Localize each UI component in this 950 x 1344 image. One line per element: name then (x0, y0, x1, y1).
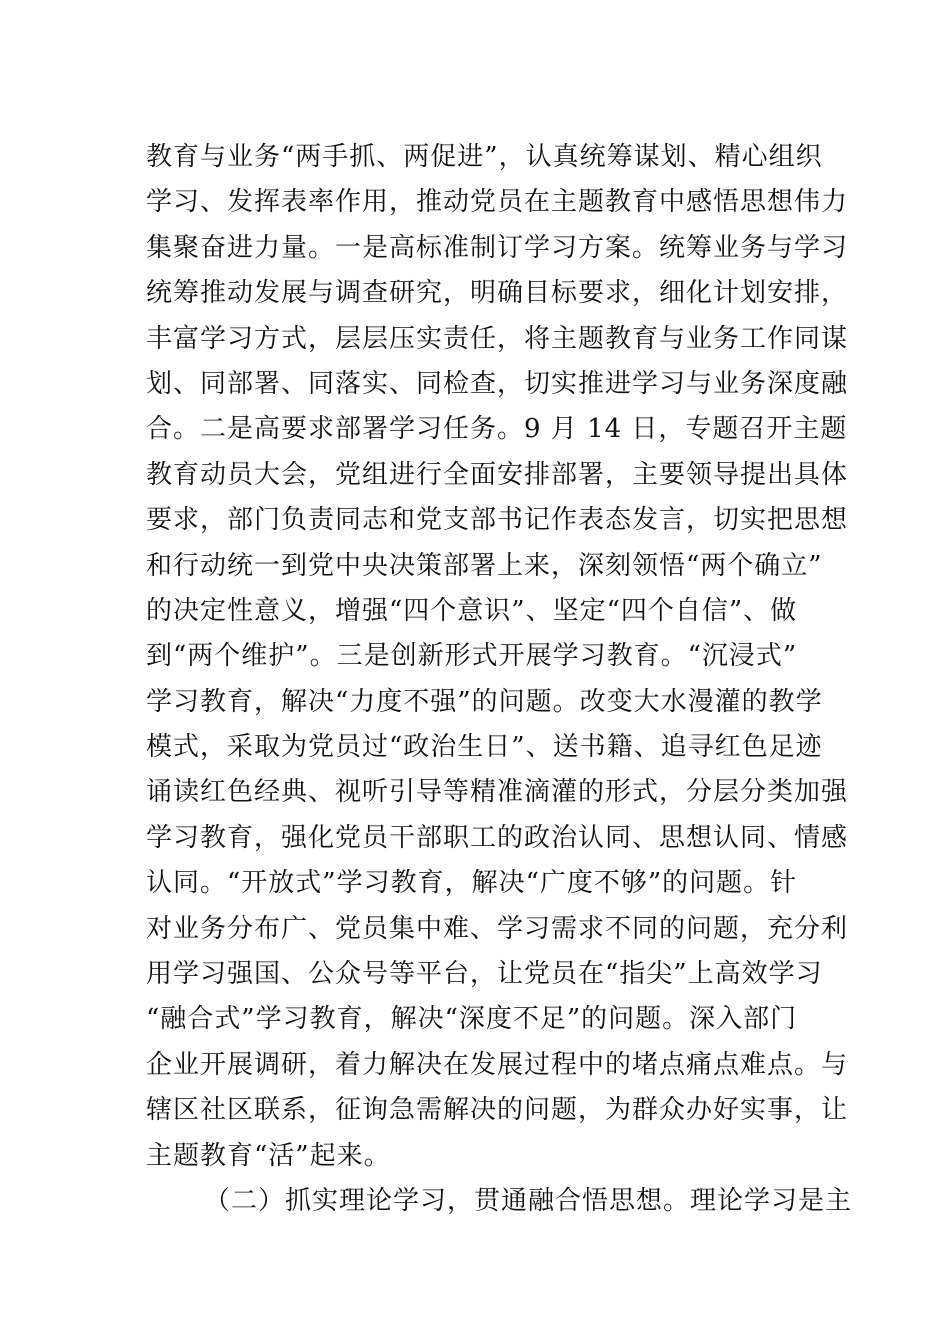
text-line: 主题教育“活”起来。 (146, 1140, 391, 1171)
text-line: 模式，采取为党员过“政治生日”、送书籍、追寻红色足迹 (146, 732, 823, 763)
text-line: 教育与业务“两手抓、两促进”，认真统筹谋划、精心组织 (146, 142, 823, 172)
text-line: 认同。“开放式”学习教育，解决“广度不够”的问题。针 (146, 868, 798, 899)
text-line: 丰富学习方式，层层压实责任，将主题教育与业务工作同谋 (146, 323, 849, 354)
text-line: 教育动员大会，党组进行全面安排部署，主要领导提出具体 (146, 459, 849, 490)
text-line: “融合式”学习教育，解决“深度不足”的问题。深入部门 (146, 1004, 798, 1035)
text-line: 到“两个维护”。三是创新形式开展学习教育。“沉浸式” (146, 641, 798, 672)
text-line: 合。二是高要求部署学习任务。9 月 14 日，专题召开主题 (146, 414, 848, 445)
text-line: 学习、发挥表率作用，推动党员在主题教育中感悟思想伟力 (146, 187, 849, 218)
text-line: 用学习强国、公众号等平台，让党员在“指尖”上高效学习 (146, 959, 823, 990)
section-heading: （二）抓实理论学习，贯通融合悟思想。理论学习是主 (204, 1185, 853, 1216)
text-line: 集聚奋进力量。一是高标准制订学习方案。统筹业务与学习 (146, 232, 849, 263)
text-line: 对业务分布广、党员集中难、学习需求不同的问题，充分利 (146, 913, 849, 944)
text-line: 学习教育，强化党员干部职工的政治认同、思想认同、情感 (146, 822, 849, 853)
text-line: 诵读红色经典、视听引导等精准滴灌的形式，分层分类加强 (146, 777, 849, 808)
text-line: 学习教育，解决“力度不强”的问题。改变大水漫灌的教学 (146, 686, 823, 717)
text-line: 的决定性意义，增强“四个意识”、坚定“四个自信”、做 (146, 595, 798, 626)
text-line: 要求，部门负责同志和党支部书记作表态发言，切实把思想 (146, 505, 849, 536)
text-line: 辖区社区联系，征询急需解决的问题，为群众办好实事，让 (146, 1095, 849, 1126)
text-line: 划、同部署、同落实、同检查，切实推进学习与业务深度融 (146, 368, 849, 399)
text-line: 统筹推动发展与调查研究，明确目标要求，细化计划安排， (146, 278, 849, 309)
body-text (146, 135, 853, 1224)
text-line: 企业开展调研，着力解决在发展过程中的堵点痛点难点。与 (146, 1049, 849, 1080)
text-line: 和行动统一到党中央决策部署上来，深刻领悟“两个确立” (146, 550, 823, 581)
